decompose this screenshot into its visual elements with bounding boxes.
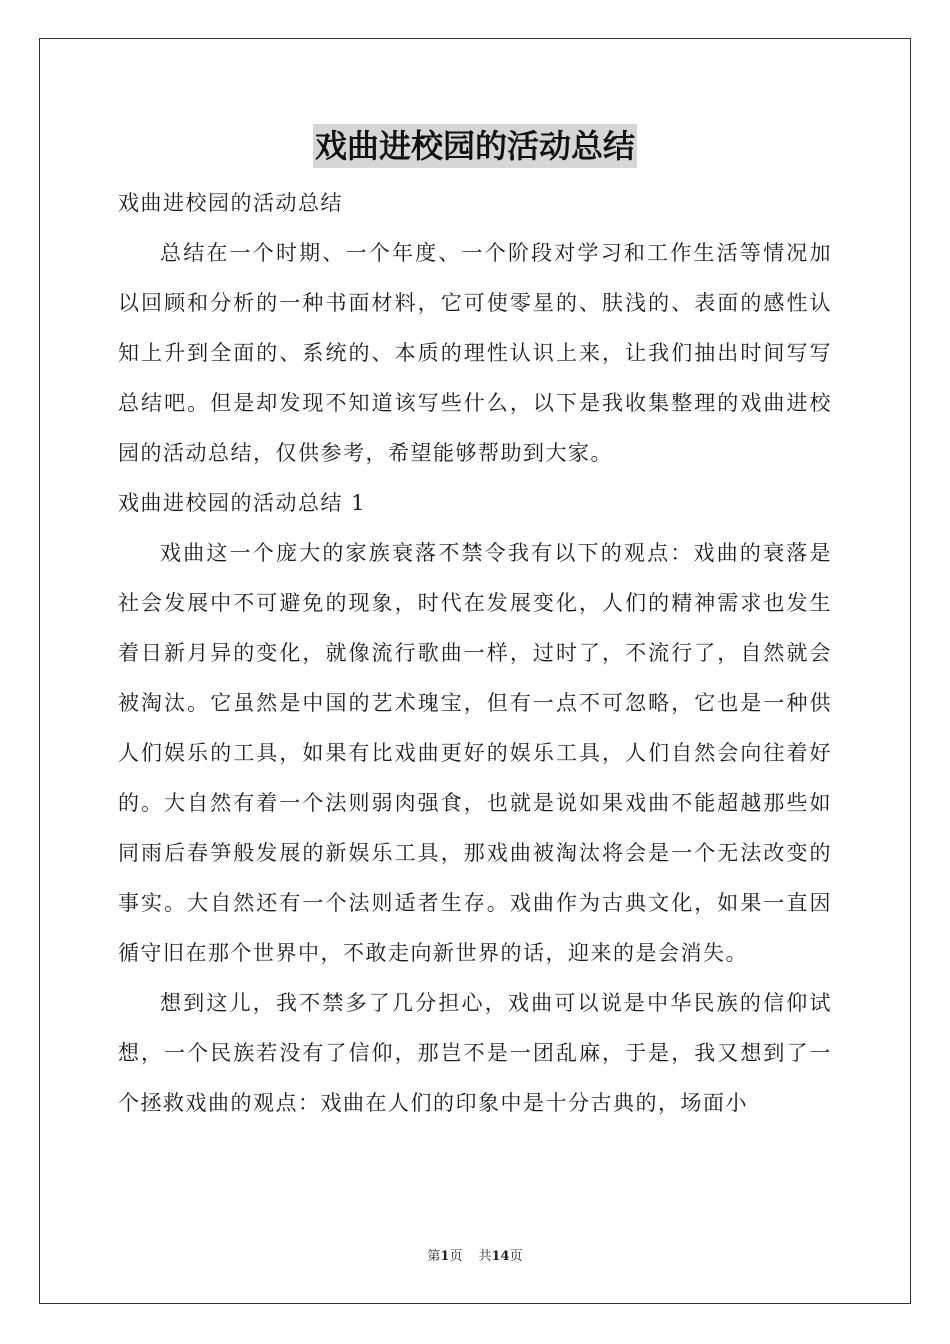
body-paragraph-1: 戏曲这一个庞大的家族衰落不禁令我有以下的观点：戏曲的衰落是社会发展中不可避免的现象，时代在发展变化，人们的精神需求也发生着日新月异的变化，就像流行歌曲一样，过时了，不流行了，自然就会被淘汰。它虽然是中国的艺术瑰宝，但有一点不可忽略，它也是一种供人们娱乐的工具，如果有比戏曲更好的娱乐工具，人们自然会向往着好的。大自然有着一个法则弱肉强食，也就是说如果戏曲不能超越那些如同雨后春笋般发展的新娱乐工具，那戏曲被淘汰将会是一个无法改变的事实。大自然还有一个法则适者生存。戏曲作为古典文化，如果一直因循守旧在那个世界中，不敢走向新世界的话，迎来的是会消失。 (118, 541, 832, 965)
document-title: 戏曲进校园的活动总结 (313, 124, 637, 168)
body-paragraph-2: 想到这儿，我不禁多了几分担心，戏曲可以说是中华民族的信仰试想，一个民族若没有了信仰，那岂不是一团乱麻，于是，我又想到了一个拯救戏曲的观点：戏曲在人们的印象中是十分古典的，场面小 (118, 991, 832, 1115)
section-heading: 戏曲进校园的活动总结 1 (118, 491, 367, 515)
total-prefix: 共 (478, 1249, 492, 1264)
page-unit: 页 (449, 1249, 463, 1264)
page-prefix: 第 (427, 1249, 441, 1264)
total-unit: 页 (509, 1249, 523, 1264)
page-current: 1 (440, 1249, 450, 1264)
document-subtitle: 戏曲进校园的活动总结 (118, 191, 343, 215)
title-area (0, 124, 950, 168)
page-total: 14 (491, 1249, 510, 1264)
intro-paragraph: 总结在一个时期、一个年度、一个阶段对学习和工作生活等情况加以回顾和分析的一种书面材料，它可使零星的、肤浅的、表面的感性认知上升到全面的、系统的、本质的理性认识上来，让我们抽出时间写写总结吧。但是却发现不知道该写些什么，以下是我收集整理的戏曲进校园的活动总结，仅供参考，希望能够帮助到大家。 (118, 241, 832, 465)
document-body (118, 178, 832, 1128)
page-footer (0, 1245, 950, 1264)
